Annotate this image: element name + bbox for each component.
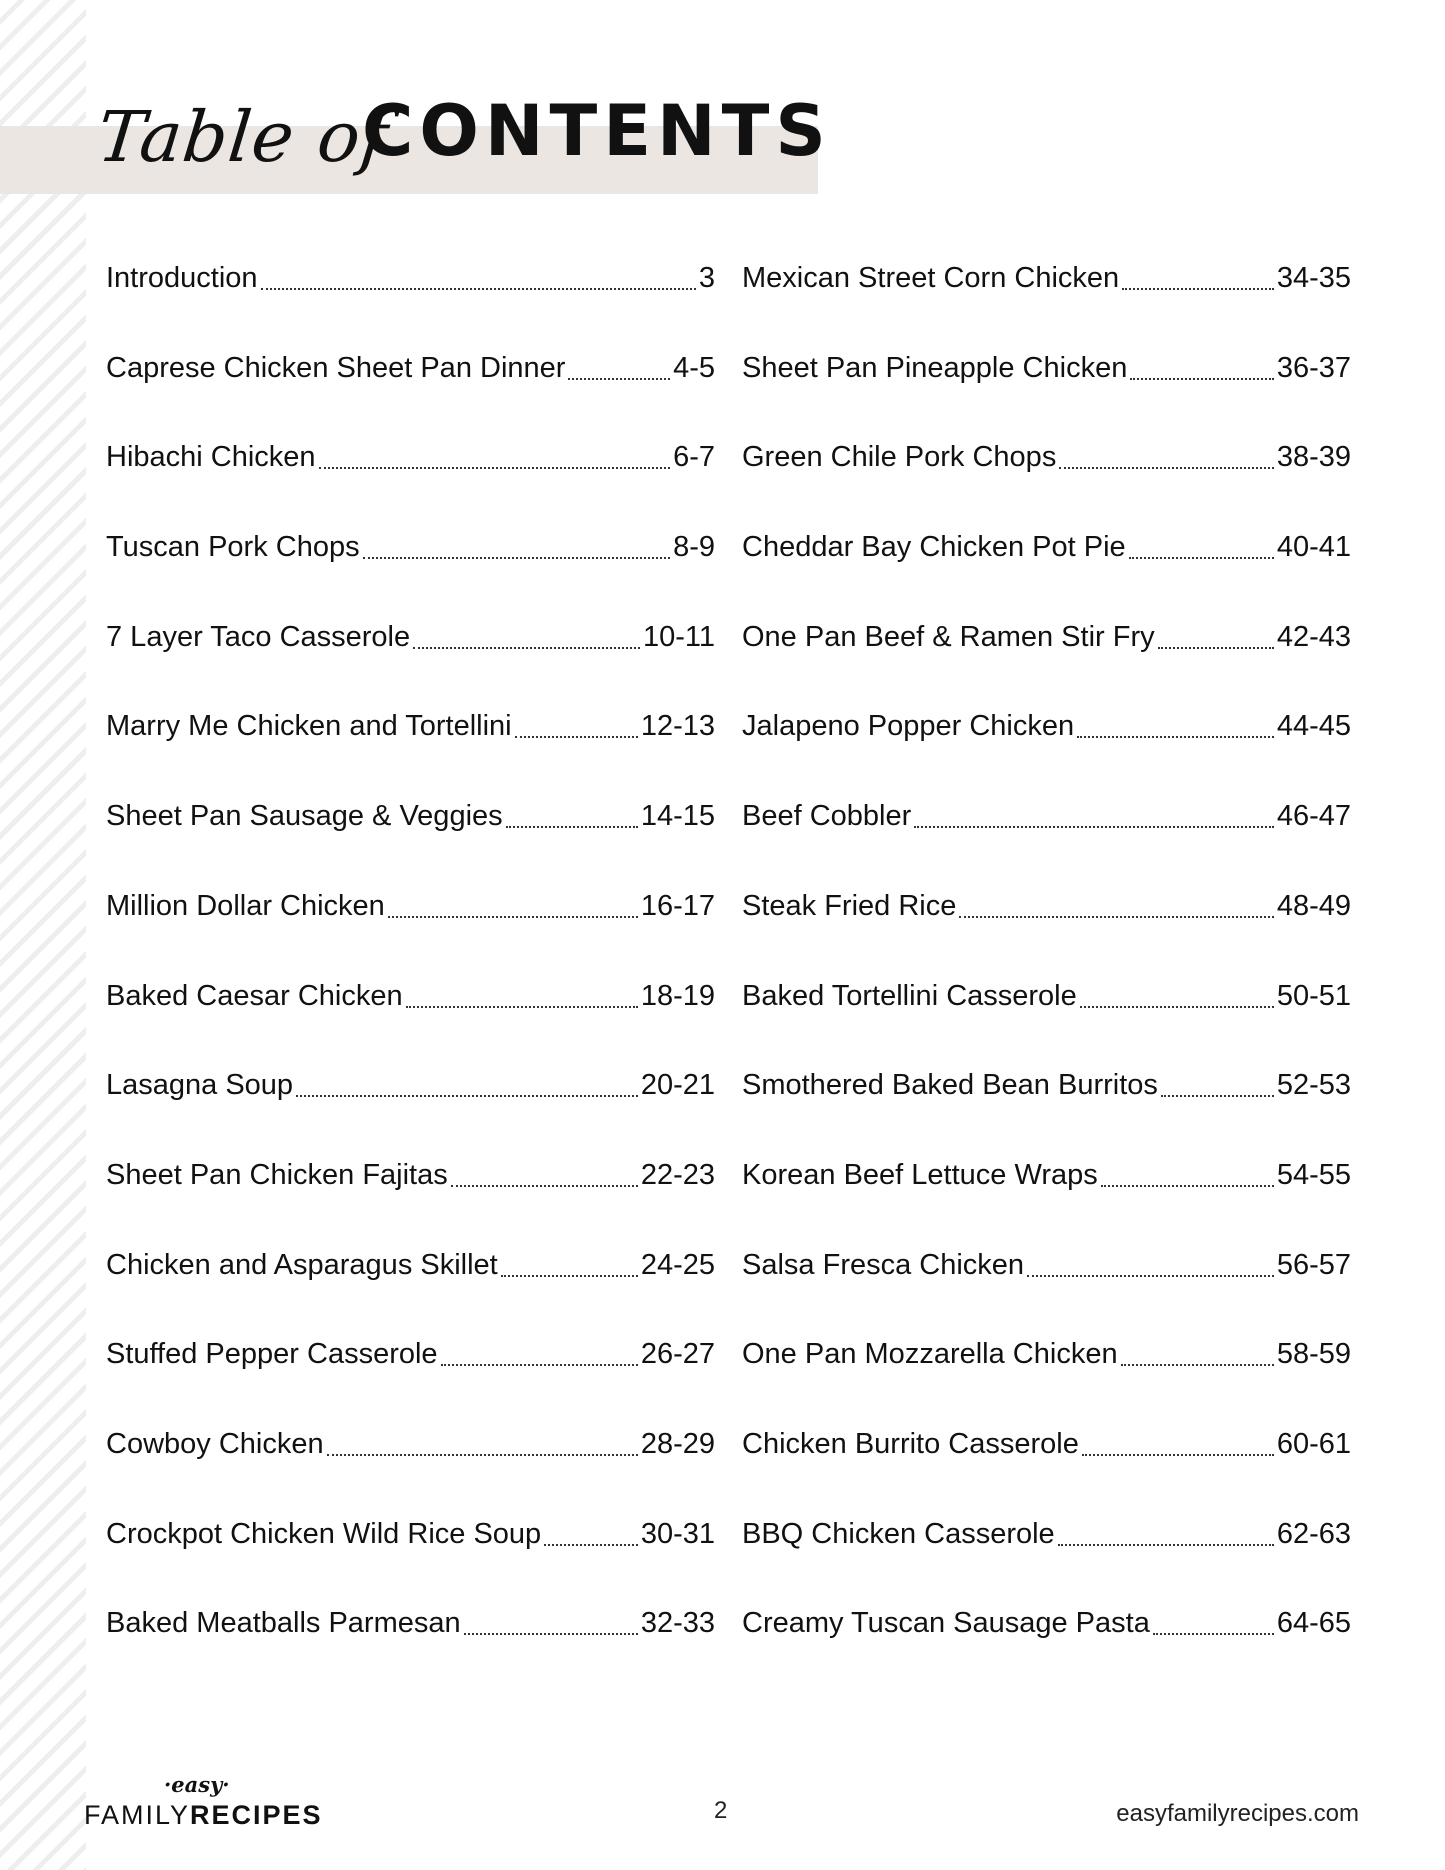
toc-entry[interactable] [106,1247,715,1337]
toc-entry[interactable] [106,1157,715,1247]
toc-entry[interactable] [742,978,1351,1068]
toc-entry-pages: 12-13 [640,710,715,743]
toc-entry[interactable] [106,1336,715,1426]
dot-leader [1082,1426,1274,1456]
dot-leader [388,888,638,918]
toc-entry[interactable] [106,1426,715,1516]
toc-entry[interactable] [106,798,715,888]
toc-entry-title: Baked Caesar Chicken [106,979,403,1012]
toc-entry-title: Sheet Pan Pineapple Chicken [742,351,1128,384]
toc-entry[interactable] [742,1426,1351,1516]
toc-entry[interactable] [742,1336,1351,1426]
toc-entry-pages: 6-7 [673,441,715,474]
toc-entry-title: Chicken Burrito Casserole [742,1427,1079,1460]
toc-entry[interactable] [742,1067,1351,1157]
toc-entry-pages: 60-61 [1276,1427,1351,1460]
toc-entry[interactable] [742,1516,1351,1606]
toc-entry-title: Salsa Fresca Chicken [742,1248,1025,1281]
toc-entry[interactable] [106,888,715,978]
dot-leader [1122,260,1274,290]
toc-entry-pages: 42-43 [1276,620,1351,653]
dot-leader [464,1605,638,1635]
logo-wordmark [84,1800,323,1831]
page-title: CONTENTS [362,90,832,172]
dot-leader [1161,1067,1274,1097]
toc-entry[interactable] [106,1067,715,1157]
toc-entry-title: Tuscan Pork Chops [106,531,360,564]
logo-recipes: RECIPES [190,1800,323,1830]
dot-leader [1059,439,1274,469]
toc-entry[interactable] [742,1157,1351,1247]
toc-column-left [106,260,715,1695]
dot-leader [1158,619,1274,649]
toc-entry-title: 7 Layer Taco Casserole [106,620,411,653]
toc-entry-pages: 26-27 [640,1338,715,1371]
toc-entry-title: Introduction [106,262,258,294]
toc-entry[interactable] [742,1247,1351,1337]
toc-entry-title: Beef Cobbler [742,800,912,833]
dot-leader [914,798,1274,828]
toc-entry-title: Green Chile Pork Chops [742,441,1057,474]
toc-entry[interactable] [742,260,1351,350]
toc-entry-pages: 48-49 [1276,889,1351,922]
toc-entry-title: Stuffed Pepper Casserole [106,1338,438,1371]
toc-entry[interactable] [742,888,1351,978]
dot-leader [506,798,638,828]
toc-entry-title: Crockpot Chicken Wild Rice Soup [106,1517,542,1550]
toc-entry-pages: 64-65 [1276,1607,1351,1640]
toc-column-right [742,260,1351,1695]
toc-entry[interactable] [106,260,715,350]
logo-easy-script: ·easy· [164,1772,230,1797]
toc-entry[interactable] [742,619,1351,709]
toc-entry-pages: 24-25 [640,1248,715,1281]
toc-entry-pages: 14-15 [640,800,715,833]
toc-entry[interactable] [106,1516,715,1606]
toc-entry[interactable] [106,439,715,529]
toc-entry-pages: 22-23 [640,1158,715,1191]
dot-leader [1058,1516,1274,1546]
logo-family: FAMILY [84,1800,191,1830]
toc-entry[interactable] [106,529,715,619]
toc-entry-title: Korean Beef Lettuce Wraps [742,1158,1098,1191]
toc-entry-pages: 62-63 [1276,1517,1351,1550]
toc-entry-title: Steak Fried Rice [742,889,957,922]
toc-entry-title: Jalapeno Popper Chicken [742,710,1075,743]
dot-leader [441,1336,638,1366]
toc-entry[interactable] [742,439,1351,529]
toc-entry-pages: 54-55 [1276,1158,1351,1191]
toc-entry-pages: 56-57 [1276,1248,1351,1281]
toc-entry[interactable] [106,350,715,440]
toc-entry[interactable] [106,619,715,709]
toc-entry-pages: 34-35 [1276,262,1351,294]
toc-entry-title: One Pan Mozzarella Chicken [742,1338,1118,1371]
toc-entry-title: BBQ Chicken Casserole [742,1517,1055,1550]
toc-entry-pages: 36-37 [1276,351,1351,384]
toc-entry-pages: 52-53 [1276,1069,1351,1102]
toc-entry-pages: 58-59 [1276,1338,1351,1371]
dot-leader [1153,1605,1274,1635]
toc-entry-pages: 16-17 [640,889,715,922]
dot-leader [413,619,640,649]
title-script: Table of [93,96,393,178]
toc-entry-pages: 50-51 [1276,979,1351,1012]
dot-leader [319,439,671,469]
toc-entry[interactable] [106,978,715,1068]
toc-entry-title: Sheet Pan Chicken Fajitas [106,1158,448,1191]
dot-leader [296,1067,638,1097]
toc-entry-title: Cheddar Bay Chicken Pot Pie [742,531,1126,564]
toc-entry-pages: 28-29 [640,1427,715,1460]
toc-entry-title: Lasagna Soup [106,1069,294,1102]
dot-leader [451,1157,638,1187]
toc-entry-title: Marry Me Chicken and Tortellini [106,710,512,743]
toc-entry[interactable] [106,1605,715,1695]
toc-entry-title: Caprese Chicken Sheet Pan Dinner [106,351,566,384]
toc-entry-pages: 44-45 [1276,710,1351,743]
toc-entry-pages: 32-33 [640,1607,715,1640]
toc-entry-title: Hibachi Chicken [106,441,316,474]
toc-entry-pages: 38-39 [1276,441,1351,474]
toc-entry-pages: 30-31 [640,1517,715,1550]
dot-leader [1130,350,1274,380]
toc-entry-title: Baked Tortellini Casserole [742,979,1077,1012]
website-link[interactable]: easyfamilyrecipes.com [1116,1800,1359,1827]
toc-entry-title: Chicken and Asparagus Skillet [106,1248,498,1281]
dot-leader [1077,708,1274,738]
toc-entry-title: Mexican Street Corn Chicken [742,262,1120,294]
toc-entry-pages: 40-41 [1276,531,1351,564]
dot-leader [544,1516,638,1546]
toc-entry-pages: 3 [698,262,715,294]
toc-entry-title: Cowboy Chicken [106,1427,324,1460]
dot-leader [959,888,1273,918]
toc-entry-pages: 10-11 [642,620,715,653]
toc-entry[interactable] [742,798,1351,888]
toc-entry[interactable] [742,1605,1351,1695]
dot-leader [501,1247,638,1277]
toc-entry-pages: 4-5 [673,351,715,384]
toc-entry-pages: 18-19 [640,979,715,1012]
dot-leader [406,978,638,1008]
toc-entry-pages: 20-21 [640,1069,715,1102]
toc-entry-title: Smothered Baked Bean Burritos [742,1069,1158,1102]
toc-entry-title: Million Dollar Chicken [106,889,385,922]
dot-leader [568,350,670,380]
page-number: 2 [714,1797,728,1824]
dot-leader [515,708,638,738]
dot-leader [261,260,696,290]
toc-entry-title: Creamy Tuscan Sausage Pasta [742,1607,1150,1640]
toc-entry-pages: 8-9 [673,531,715,564]
dot-leader [327,1426,638,1456]
dot-leader [363,529,670,559]
toc-entry-pages: 46-47 [1276,800,1351,833]
dot-leader [1027,1247,1274,1277]
dot-leader [1129,529,1274,559]
toc-entry[interactable] [106,708,715,798]
toc-entry-title: Sheet Pan Sausage & Veggies [106,800,503,833]
dot-leader [1080,978,1274,1008]
toc-entry-title: One Pan Beef & Ramen Stir Fry [742,620,1155,653]
toc-entry-title: Baked Meatballs Parmesan [106,1607,461,1640]
dot-leader [1101,1157,1274,1187]
toc-entry[interactable] [742,350,1351,440]
decorative-stripes [0,0,86,1870]
toc-entry[interactable] [742,708,1351,798]
toc-entry[interactable] [742,529,1351,619]
dot-leader [1121,1336,1274,1366]
